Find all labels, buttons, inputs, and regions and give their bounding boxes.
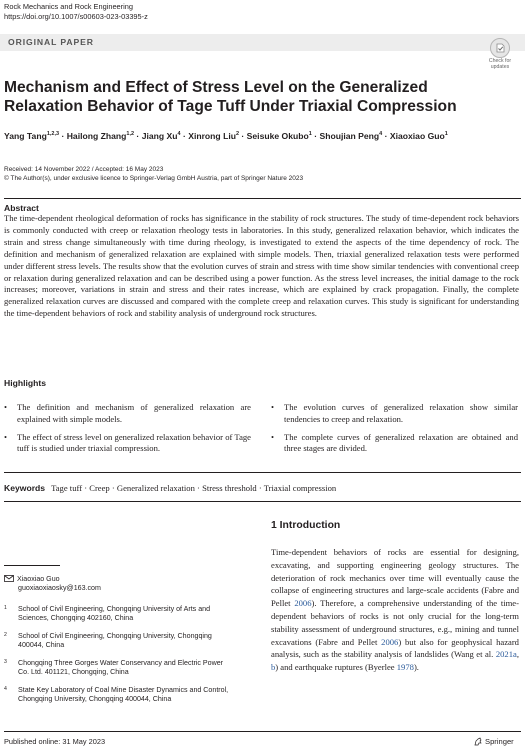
bullet-icon: • bbox=[271, 402, 275, 412]
affiliation-3: 3 Chongqing Three Gorges Water Conservancy and Electric Power Co. Ltd. 401121, Chongqing, China bbox=[4, 659, 224, 677]
check-updates-icon bbox=[490, 38, 510, 58]
author-affiliation-marker: 2 bbox=[235, 131, 240, 138]
affiliation-1: 1 School of Civil Engineering, Chongqing University of Arts and Sciences, Chongqing 402160, China bbox=[4, 605, 211, 623]
author-affiliation-marker: 1,2,3 bbox=[46, 131, 60, 138]
affiliation-4: 4 State Key Laboratory of Coal Mine Disaster Dynamics and Control, Chongqing University, Chongqing 400044, China bbox=[4, 686, 229, 704]
bullet-icon: • bbox=[4, 431, 8, 442]
keywords-bottom-rule bbox=[4, 501, 521, 502]
introduction-text: Time-dependent behaviors of rocks are essential for designing, excavating, and supporting engineering geology structures. The deterioration of rock mechanics over time will eventually cause the collapse of engineering structures and large-scale accidents (Fabre and Pellet 2006). Therefore, a comprehensive understanding of the time-dependent behaviors of rocks is not only crucial for the long-term stability assessment of underground structures, e.g., mining and tunnel excavations (Fabre and Pellet 2006) but also for geophysical hazard analysis, such as the stability analysis of landslides (Wang et al. 2021a, b) and earthquake ruptures (Byerlee 1978). bbox=[271, 547, 519, 673]
author-affiliation-marker: 4 bbox=[379, 131, 383, 138]
author-affiliation-marker: 1 bbox=[444, 131, 448, 138]
author-name[interactable]: Xinrong Liu bbox=[188, 131, 236, 141]
abstract-heading: Abstract bbox=[4, 203, 39, 213]
citation-link[interactable]: 1978 bbox=[396, 662, 414, 673]
author-name[interactable]: Yang Tang bbox=[4, 131, 47, 141]
springer-wordmark: Springer bbox=[485, 737, 514, 746]
author-name[interactable]: Seisuke Okubo bbox=[246, 131, 309, 141]
keywords-rule bbox=[4, 472, 521, 473]
doi-link[interactable]: https://doi.org/10.1007/s00603-023-03395-z bbox=[4, 11, 148, 21]
keywords-label: Keywords bbox=[4, 483, 46, 493]
journal-name: Rock Mechanics and Rock Engineering bbox=[4, 2, 133, 11]
received-accepted-dates: Received: 14 November 2022 / Accepted: 16 May 2023 bbox=[4, 166, 164, 173]
highlight-item: • The complete curves of generalized relaxation are obtained and three stages are divided. bbox=[271, 431, 518, 454]
abstract-rule bbox=[4, 198, 521, 199]
keywords bbox=[4, 483, 336, 493]
author-affiliation-marker: 4 bbox=[177, 131, 181, 138]
author-name[interactable]: Xiaoxiao Guo bbox=[389, 131, 445, 141]
author-name[interactable]: Shoujian Peng bbox=[319, 131, 380, 141]
check-for-updates-button[interactable] bbox=[483, 38, 517, 72]
highlight-item: • The definition and mechanism of generalized relaxation are explained with simple models. bbox=[4, 402, 251, 424]
highlights-left-column bbox=[4, 402, 251, 461]
journal-header bbox=[4, 2, 148, 21]
highlight-item: • The effect of stress level on generalized relaxation behavior of Tage tuff is studied under triaxial compression. bbox=[4, 431, 251, 454]
envelope-icon bbox=[4, 575, 14, 582]
corresponding-name: Xiaoxiao Guo bbox=[17, 575, 60, 583]
highlights-right-column bbox=[271, 402, 518, 461]
author-name[interactable]: Jiang Xu bbox=[141, 131, 178, 141]
introduction-heading: 1 Introduction bbox=[271, 520, 341, 531]
author-name[interactable]: Hailong Zhang bbox=[66, 131, 127, 141]
springer-horse-icon bbox=[474, 737, 483, 746]
citation-link[interactable]: 2006 bbox=[381, 636, 399, 647]
author-affiliation-marker: 1,2 bbox=[126, 131, 135, 138]
corresponding-email[interactable]: guoxiaoxiaosky@163.com bbox=[18, 584, 101, 593]
citation-link[interactable]: b bbox=[271, 662, 276, 673]
published-online-date: Published online: 31 May 2023 bbox=[4, 737, 106, 746]
highlight-item: • The evolution curves of generalized relaxation show similar tendencies to creep and relaxation. bbox=[271, 402, 518, 424]
citation-link[interactable]: 2021a bbox=[495, 649, 517, 660]
check-updates-label: Check for updates bbox=[488, 58, 512, 70]
author-affiliation-marker: 1 bbox=[308, 131, 312, 138]
article-type-bar bbox=[0, 34, 525, 51]
affiliation-2: 2 School of Civil Engineering, Chongqing University, Chongqing 400044, China bbox=[4, 632, 212, 650]
article-type-label: ORIGINAL PAPER bbox=[8, 37, 94, 47]
keywords-list: Tage tuff · Creep · Generalized relaxation · Stress threshold · Triaxial compression bbox=[51, 483, 337, 493]
bullet-icon: • bbox=[271, 431, 275, 442]
highlights-heading: Highlights bbox=[4, 378, 47, 388]
dates-block bbox=[4, 165, 303, 183]
author-list: Yang Tang$^{1,2,3}$ · Hailong Zhang$^{1,2}$ · Jiang $Xu^4$ · Xinrong Liu$^2$ · Seisuke Okubo$^1$ · Shoujian Peng$^4$ · Xiaoxiao Guo$^1$ bbox=[4, 131, 448, 141]
copyright-notice: © The Author(s), under exclusive licence to Springer-Verlag GmbH Austria, part of Springer Nature 2023 bbox=[4, 175, 304, 182]
citation-link[interactable]: 2006 bbox=[294, 598, 312, 609]
bullet-icon: • bbox=[4, 402, 8, 412]
corresponding-author bbox=[4, 575, 101, 594]
springer-logo bbox=[474, 737, 522, 747]
footnote-rule bbox=[4, 565, 60, 566]
paper-title: Mechanism and Effect of Stress Level on the Generalized Relaxation Behavior of Tage Tuff Under Triaxial Compression bbox=[4, 79, 457, 115]
abstract-text: The time-dependent rheological deformation of rocks has significance in the stability of rock structures. The study of time-dependent rock behaviors is commonly conducted with creep or relaxation rheology tests in laboratories. In this study, generalized relaxation behavior, which indicates the strain and stress change simultaneously with time during rheology, is investigated to extend the aspects of the time dependency of rock. The definition and mechanism of generalized relaxation are explained with simple models. Then, triaxial generalized relaxation tests were performed under different stress levels. The results show that the evolution curves of strain and stress with time show similar tendencies with conventional creep or relaxation during generalized relaxation and can be described using a power function. As the stress level increases, the initial damage to the rock increases; moreover, variations in strain and stress and their rates increase, which are explained by crack propagation. Finally, the complete generalized relaxation curves are discussed and compared with the complete creep and relaxation curves. This study is significant for understanding the time-dependent behaviors of rock and stability analysis of underground rock structures. bbox=[4, 213, 519, 319]
footer-rule bbox=[4, 731, 521, 732]
